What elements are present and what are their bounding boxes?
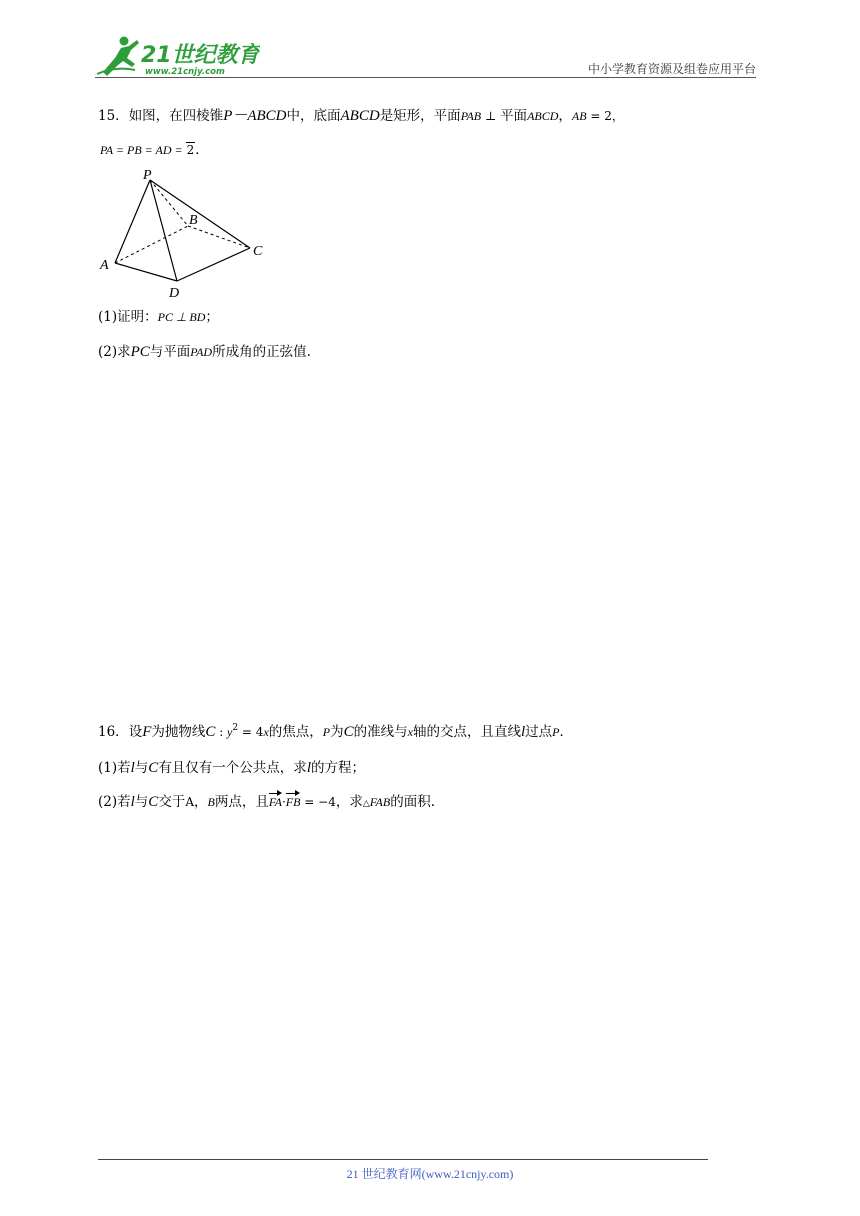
q16-p2-B: B xyxy=(207,795,215,809)
q16-p2-h: 的面积. xyxy=(390,794,435,810)
q16-p1-a: (1)若 xyxy=(98,760,131,776)
q16-s3: 的焦点， xyxy=(268,724,323,740)
q15-part1-end: ； xyxy=(205,309,219,325)
label-B: B xyxy=(189,213,198,228)
q16-p2-d: ， xyxy=(193,794,208,810)
footer-divider xyxy=(98,1159,708,1160)
label-D: D xyxy=(169,286,180,300)
q16-p2-C: C xyxy=(148,794,159,810)
q15-part1 xyxy=(98,307,219,327)
q16-p1-l2: l xyxy=(306,760,311,776)
q16-p1-c: 有且仅有一个公共点，求 xyxy=(158,760,307,776)
q15-plane1: PAB xyxy=(460,109,482,123)
q16-p2-e: 两点，且 xyxy=(214,794,269,810)
site-slogan: 中小学教育资源及组卷应用平台 xyxy=(587,62,756,76)
q16-p1-b: 与 xyxy=(134,760,149,776)
q16-colon: : xyxy=(215,725,228,739)
q15-pyramid: P－ABCD xyxy=(223,108,287,124)
q16-p1-l: l xyxy=(130,760,135,776)
q15-ab-val: = 2， xyxy=(586,109,624,123)
q16-p2-b: 与 xyxy=(134,794,149,810)
q15-perp: ⊥ xyxy=(481,109,501,123)
label-C: C xyxy=(253,244,263,259)
q16-s2: 为抛物线 xyxy=(151,724,206,740)
q16-part2 xyxy=(98,792,435,814)
q15-plane2: ABCD xyxy=(527,109,559,123)
q16-part1 xyxy=(98,758,365,778)
q16-p1-C: C xyxy=(148,760,159,776)
q15-part2-mid: 与平面 xyxy=(149,344,191,360)
triangle-icon: △ xyxy=(362,799,370,809)
q15-sqrt: 2 xyxy=(186,143,195,157)
q16-s4: 为 xyxy=(330,724,344,740)
q15-part2-prefix: (2)求 xyxy=(98,344,131,360)
q16-s1: 设 xyxy=(128,724,143,740)
q15-mid1: 中，底面 xyxy=(286,108,341,124)
q16-P2: P xyxy=(552,725,560,739)
q16-sup2: 2 xyxy=(232,723,239,733)
q16-l: l xyxy=(520,724,526,740)
q16-s6: 轴的交点，且直线 xyxy=(412,724,521,740)
q15-part2-pc: PC xyxy=(130,344,150,360)
header-divider xyxy=(95,77,756,78)
q16-p2-a: (2)若 xyxy=(98,794,131,810)
q15-part2 xyxy=(98,342,311,362)
q16-dot: · xyxy=(281,795,286,809)
logo-url-text: www.21cnjy.com xyxy=(145,67,225,77)
site-logo xyxy=(95,34,260,80)
q16-vec-FA: FA xyxy=(269,792,282,812)
q16-line1 xyxy=(98,718,573,742)
q15-base: ABCD xyxy=(340,108,380,124)
q15-part2-end: 所成角的正弦值. xyxy=(212,344,311,360)
q16-number: 16． xyxy=(98,724,129,740)
q16-eq: = 4 xyxy=(238,725,264,739)
q16-p2-g: ，求 xyxy=(335,794,363,810)
q16-s5: 的准线与 xyxy=(353,724,408,740)
q15-mid3: 平面 xyxy=(500,108,528,124)
q15-part1-expr: PC ⊥ BD xyxy=(157,310,206,324)
q15-ab: AB xyxy=(571,109,587,123)
q16-C: C xyxy=(205,724,216,740)
q15-part2-pad: PAD xyxy=(190,345,213,359)
q16-F: F xyxy=(142,724,152,740)
q16-vec-FB: FB xyxy=(286,792,301,812)
q15-intro: 如图，在四棱锥 xyxy=(128,108,224,124)
q16-y: y xyxy=(227,725,233,739)
q16-s8: ． xyxy=(559,724,573,740)
q16-s7: 过点 xyxy=(525,724,553,740)
q15-line2-end: ． xyxy=(195,142,209,158)
pyramid-figure xyxy=(98,168,273,300)
label-P: P xyxy=(143,168,152,183)
q16-x2: x xyxy=(407,725,413,739)
q16-p1-d: 的方程； xyxy=(310,760,365,776)
q16-p2-l: l xyxy=(130,794,135,810)
q16-P: P xyxy=(322,725,331,739)
q16-p2-f: = −4 xyxy=(300,795,336,809)
runner-icon xyxy=(97,37,139,77)
q16-p2-c: 交于 xyxy=(158,794,186,810)
q16-p2-A: A xyxy=(185,795,194,809)
label-A: A xyxy=(100,258,109,273)
q15-mid2: 是矩形，平面 xyxy=(379,108,461,124)
logo-text: 21世纪教育 xyxy=(141,43,260,68)
q16-C2: C xyxy=(343,724,354,740)
footer-text[interactable]: 21 世纪教育网(www.21cnjy.com) xyxy=(346,1167,514,1181)
q16-x: x xyxy=(263,725,269,739)
q15-part1-prefix: (1)证明： xyxy=(98,309,158,325)
q15-line1 xyxy=(98,106,624,126)
q15-comma: ， xyxy=(558,108,572,124)
q15-line2 xyxy=(100,140,209,160)
q15-number: 15． xyxy=(98,108,129,124)
q16-FAB: FAB xyxy=(369,795,391,809)
q15-line2-eq: PA = PB = AD = xyxy=(100,143,186,157)
